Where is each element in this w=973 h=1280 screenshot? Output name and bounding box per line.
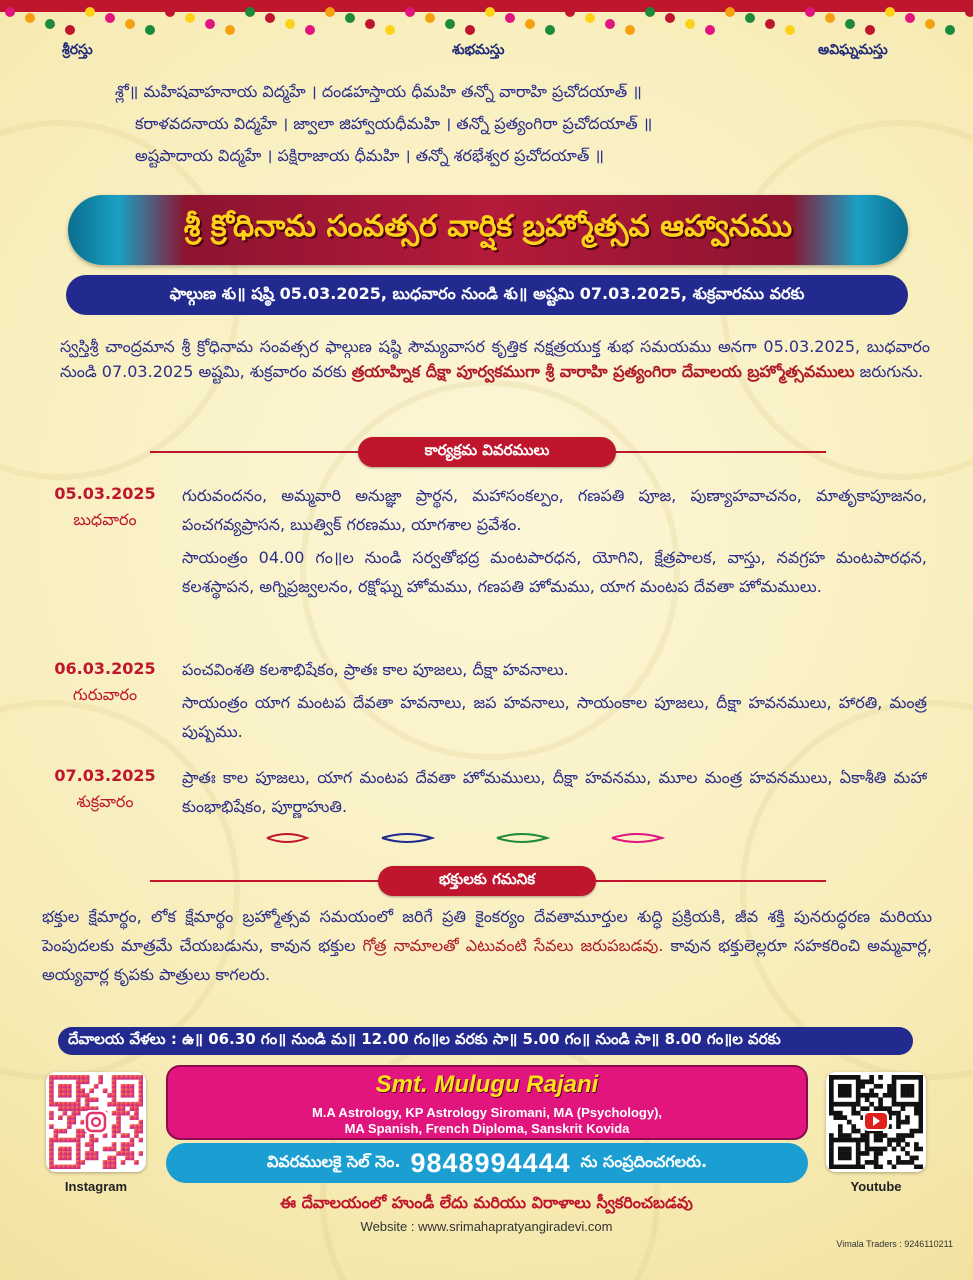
schedule-item: ప్రాతః కాల పూజలు, యాగ మంటప దేవతా హోమములు, దీక్షా హవనము, మూల మంత్ర హవనములు, ఏకాశీతి మహా కుంభాభిషేకం, పూర్ణాహుతి. (182, 768, 927, 816)
qualifications-line: M.A Astrology, KP Astrology Siromani, MA (Psychology), (311, 1105, 663, 1120)
youtube-label: Youtube (850, 1179, 902, 1194)
garland-flower (105, 13, 115, 23)
schedule-date-value: 07.03.2025 (54, 766, 156, 785)
schedule-item: గురువందనం, అమ్మవారి అనుజ్ఞా ప్రార్థన, మహాసంకల్పం, గణపతి పూజ, పుణ్యాహవాచనం, మాతృకాపూజనం, పంచగవ్యప్రాసన, ఋత్విక్ గరణము, యాగశాల ప్రవేశం. (182, 486, 927, 534)
garland-flower (845, 19, 855, 29)
notice-heading: భక్తులకు గమనిక (378, 866, 596, 896)
schedule-item: సాయంత్రం 04.00 గం॥ల నుండి సర్వతోభద్ర మంటపారధన, యోగిని, క్షేత్రపాలక, వాస్తు, నవగ్రహ మంటపారధన, కలశస్థాపన, అగ్నిప్రజ్వలనం, రక్షోఘ్న హోమము, గణపతి హోమము, యాగ మంటప దేవతా హోమములు. (182, 548, 927, 596)
garland-flower (445, 19, 455, 29)
background-rosette (740, 700, 973, 1080)
garland-flower (685, 19, 695, 29)
garland-flower (905, 13, 915, 23)
garland-flower (785, 25, 795, 35)
garland-flower (165, 7, 175, 17)
intro-text-end: జరుగును. (854, 362, 924, 381)
schedule-date-value: 05.03.2025 (54, 484, 156, 503)
garland-flower (345, 13, 355, 23)
shloka-line: అష్టపాదాయ విద్మహే । పక్షిరాజాయ ధీమహి । తన్నో శరభేశ్వర ప్రచోదయాత్ ॥ (135, 146, 605, 165)
hundi-note: ఈ దేవాలయంలో హుండీ లేదు మరియు విరాళాలు స్వీకరించబడవు (280, 1193, 693, 1212)
contact-prefix: వివరములకై సెల్ నెం. (266, 1151, 401, 1171)
garland-flower (705, 25, 715, 35)
garland-flower (485, 7, 495, 17)
schedule-item: సాయంత్రం యాగ మంటప దేవతా హవనాలు, జప హవనాలు, సాయంకాల పూజలు, దీక్షా హవనములు, హారతి, మంత్ర పుష్పము. (182, 693, 927, 741)
garland-flower (505, 13, 515, 23)
title-banner (68, 195, 908, 265)
garland-flower (405, 7, 415, 17)
garland-flower (325, 7, 335, 17)
garland-flower (85, 7, 95, 17)
garland-flower (65, 25, 75, 35)
temple-timings: దేవాలయ వేళలు : ఉ॥ 06.30 గం॥ నుండి మ॥ 12.00 గం॥ల వరకు సా॥ 5.00 గం॥ నుండి సా॥ 8.00 గం॥ల వరకు (58, 1027, 913, 1055)
schedule-weekday: గురువారం (72, 685, 138, 704)
youtube-qr-code[interactable] (826, 1072, 926, 1172)
contact-person-card (166, 1065, 808, 1140)
flower-garland-border (0, 0, 973, 42)
garland-flower (625, 25, 635, 35)
intro-paragraph (60, 334, 930, 384)
schedule-date (45, 481, 165, 533)
notice-text: భక్తుల క్షేమార్థం, లోక క్షేమార్థం బ్రహ్మోత్సవ సమయంలో జరిగే ప్రతి కైంకర్యం దేవతామూర్తుల శుద్ధి ప్రక్రియకి, జీవ శక్తి పునరుద్ధరణ మరియు పెంపుదలకు మాత్రమే చేయబడును, కావున భక్తుల (42, 907, 932, 955)
garland-flower (805, 7, 815, 17)
invitation-title: శ్రీ క్రోధినామ సంవత్సర వార్షిక బ్రహ్మోత్సవ ఆహ్వానము (183, 209, 793, 244)
printer-credit: Vimala Traders : 9246110211 (836, 1239, 953, 1249)
schedule-weekday: బుధవారం (73, 510, 137, 529)
garland-flower (885, 7, 895, 17)
garland-flower (145, 25, 155, 35)
ornamental-divider (262, 832, 712, 844)
garland-flower (245, 7, 255, 17)
greeting-left: శ్రీరస్తు (62, 42, 93, 58)
garland-flower (665, 13, 675, 23)
garland-flower (545, 25, 555, 35)
garland-flower (645, 7, 655, 17)
instagram-label: Instagram (64, 1179, 128, 1194)
qr-pattern (49, 1075, 143, 1169)
phone-number[interactable]: 9848994444 (410, 1147, 571, 1178)
greeting-right: అవిఘ్నమస్తు (818, 42, 888, 58)
garland-flower (265, 13, 275, 23)
garland-flower (305, 25, 315, 35)
garland-flower (585, 13, 595, 23)
contact-bar (166, 1143, 808, 1183)
notice-highlight: గోత్ర నామాలతో ఎటువంటి సేవలు జరుపబడవు. (362, 936, 664, 955)
schedule-item: పంచవింశతి కలశాభిషేకం, ప్రాతః కాల పూజలు, దీక్షా హవనాలు. (182, 660, 569, 679)
garland-flower (765, 19, 775, 29)
garland-flower (25, 13, 35, 23)
shloka-line: శ్లో॥ మహిషవాహనాయ విద్మహే । దండహస్తాయ ధీమహి తన్నో వారాహి ప్రచోదయాత్ ॥ (115, 82, 642, 101)
notice-text-end: కావున భక్తులెల్లరూ సహకరించి అమ్మవార్ల, అయ్యవార్ల కృపకు పాత్రులు కాగలరు. (42, 936, 932, 984)
garland-flower (745, 13, 755, 23)
intro-text: స్వస్తిశ్రీ చాంద్రమాన శ్రీ క్రోధినామ సంవత్సర ఫాల్గుణ షష్ఠి సౌమ్యవాసర కృత్తిక నక్షత్రయుక్త శుభ సమయము అనగా 05.03.2025, బుధవారం నుండి 07.03.2025 అష్టమి, శుక్రవారం వరకు (60, 337, 930, 381)
contact-suffix: ను సంప్రదించగలరు. (580, 1151, 708, 1171)
garland-flower (385, 25, 395, 35)
garland-flower (425, 13, 435, 23)
qualifications-line: MA Spanish, French Diploma, Sanskrit Kovida (344, 1121, 630, 1136)
instagram-qr-code[interactable] (46, 1072, 146, 1172)
garland-flower (925, 19, 935, 29)
garland-flower (365, 19, 375, 29)
greetings-row (0, 42, 973, 64)
background-rosette (0, 700, 240, 1080)
garland-flower (125, 19, 135, 29)
garland-flower (605, 19, 615, 29)
garland-flower (45, 19, 55, 29)
garland-flower (205, 19, 215, 29)
garland-flower (565, 7, 575, 17)
garland-flower (865, 25, 875, 35)
contact-person-name: Smt. Mulugu Rajani (375, 1071, 599, 1098)
garland-flower (525, 19, 535, 29)
garland-flower (5, 7, 15, 17)
garland-flower (185, 13, 195, 23)
garland-flower (945, 25, 955, 35)
schedule-date (45, 763, 165, 815)
schedule-date (45, 656, 165, 708)
greeting-center: శుభమస్తు (452, 42, 505, 58)
schedule-weekday: శుక్రవారం (76, 792, 134, 811)
notice-paragraph (42, 902, 932, 989)
garland-flower (465, 25, 475, 35)
website-link[interactable]: Website : www.srimahapratyangiradevi.com (360, 1219, 613, 1234)
garland-flower (285, 19, 295, 29)
garland-flower (825, 13, 835, 23)
intro-highlight: త్రయాహ్నిక దీక్షా పూర్వకముగా శ్రీ వారాహి ప్రత్యంగిరా దేవాలయ బ్రహ్మోత్సవములు (351, 362, 855, 381)
program-heading: కార్యక్రమ వివరములు (358, 437, 616, 467)
shloka-line: కరాళవదనాయ విద్మహే । జ్వాలా జిహ్వాయధీమహి । తన్నో ప్రత్యంగిరా ప్రచోదయాత్ ॥ (135, 114, 653, 133)
qr-pattern (829, 1075, 923, 1169)
garland-flower (225, 25, 235, 35)
garland-flower (725, 7, 735, 17)
date-range-banner: ఫాల్గుణ శు॥ షష్ఠి 05.03.2025, బుధవారం నుండి శు॥ అష్టమి 07.03.2025, శుక్రవారము వరకు (66, 275, 908, 315)
schedule-date-value: 06.03.2025 (54, 659, 156, 678)
